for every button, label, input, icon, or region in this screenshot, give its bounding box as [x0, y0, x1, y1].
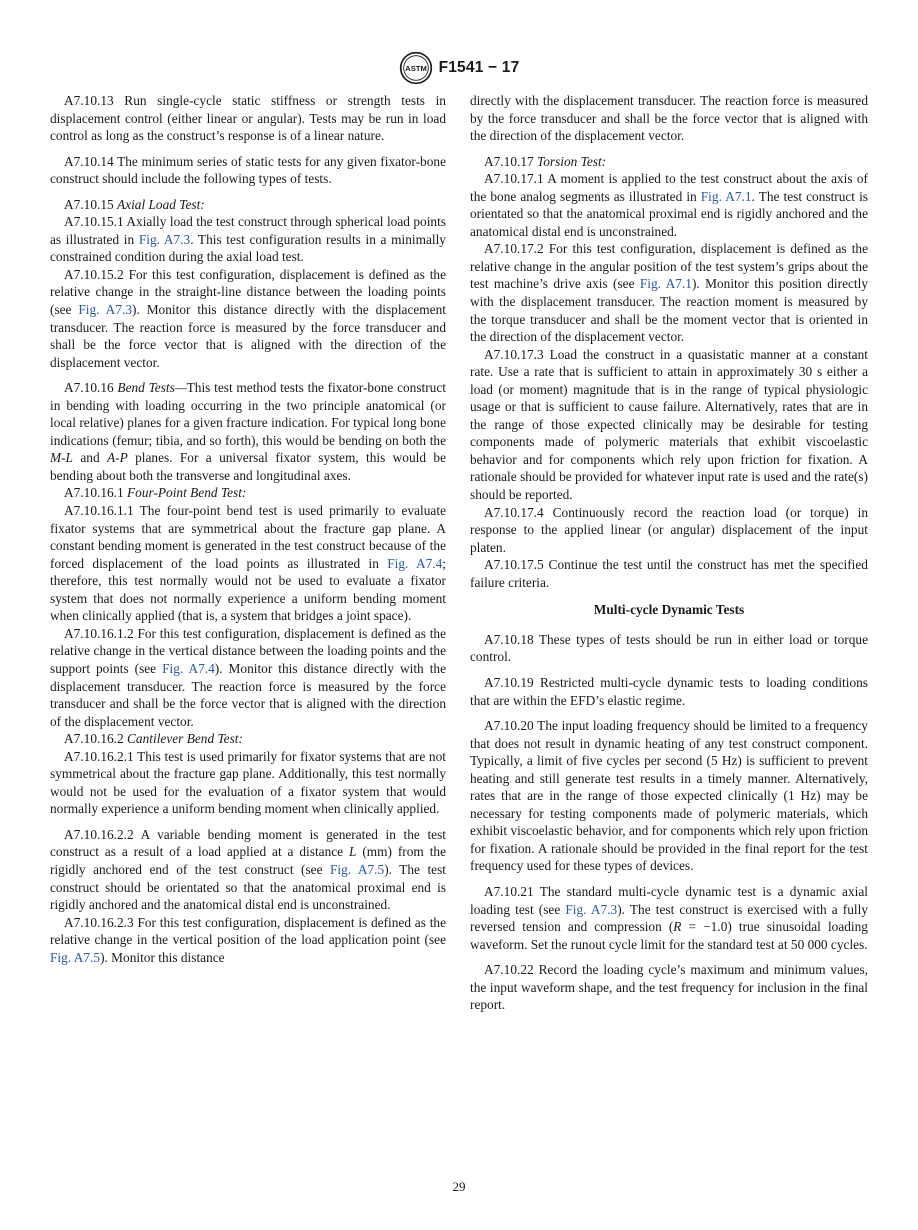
paragraph: A7.10.16.1.1 The four-point bend test is used primarily to evaluate fixator systems that are symmetrical about the fracture gap plane. A constant bending moment is generated in the test construct because of the forced displacement of the load points as illustrated in Fig. A7.4; therefore, this test normally would not be used to evaluate a fixator system that does not normally experience a uniform bending moment when clinically applied (that is, a system that bridges a joint space). [50, 503, 446, 624]
figure-link[interactable]: Fig. A7.5 [329, 861, 385, 877]
logo-text: ASTM [404, 63, 427, 73]
left-column [50, 92, 446, 966]
paragraph: A7.10.17.1 A moment is applied to the test construct about the axis of the bone analog segments as illustrated in Fig. A7.1. The test construct is orientated so that the anatomical proximal end is rigidly anchored and the anatomical distal end is unconstrained. [470, 171, 868, 239]
figure-link[interactable]: Fig. A7.1 [639, 276, 692, 292]
paragraph: A7.10.15.2 For this test configuration, displacement is defined as the relative change in the straight-line distance between the loading points (see Fig. A7.3). Monitor this distance directly with the displacement transducer. The reaction force is measured by the force transducer and shall be the force vector that is aligned with the direction of the displacement vector. [50, 266, 446, 370]
standard-designation: F1541 − 17 [438, 59, 520, 76]
section-title: Multi-cycle Dynamic Tests [593, 602, 745, 618]
astm-logo-icon [399, 51, 433, 85]
figure-link[interactable]: Fig. A7.3 [565, 901, 618, 917]
paragraph: A7.10.16.2.2 A variable bending moment is generated in the test construct as a result of a load applied at a distance L (mm) from the rigidly anchored end of the test construct (see Fig. A7.5). The test construct should be orientated so that the anatomical proximal end is rigidly anchored and the anatomical distal end is unconstrained. [50, 826, 446, 913]
section-heading: A7.10.17 Torsion Test: [484, 153, 607, 169]
page-header [0, 50, 918, 86]
paragraph: A7.10.14 The minimum series of static tests for any given fixator-bone construct should include the following types of tests. [50, 153, 446, 187]
section-heading: A7.10.16.2 Cantilever Bend Test: [64, 731, 243, 747]
paragraph: A7.10.16.2.1 This test is used primarily for fixator systems that are not symmetrical about the fracture gap plane. Additionally, this test normally would not be used for the evaluation of a fixator system that would normally experience a uniform bending moment when clinically applied. [50, 748, 446, 817]
figure-link[interactable]: Fig. A7.4 [387, 555, 443, 571]
paragraph: A7.10.16.2.3 For this test configuration, displacement is defined as the relative change in the vertical position of the load application point (see Fig. A7.5). Monitor this distance [50, 914, 446, 965]
section-heading: A7.10.15 Axial Load Test: [64, 196, 205, 212]
paragraph: A7.10.15.1 Axially load the test construct through spherical load points as illustrated in Fig. A7.3. This test configuration results in a minimally constrained condition during the axial load test. [50, 214, 446, 265]
right-column [470, 92, 868, 1022]
figure-link[interactable]: Fig. A7.4 [162, 660, 215, 676]
figure-link[interactable]: Fig. A7.3 [78, 302, 133, 318]
paragraph: A7.10.17.3 Load the construct in a quasistatic manner at a constant rate. Use a rate that is sufficient to attain in approximately 30 s either a load (or moment) magnitude that is in the range of typical physiologic usage or that is sufficient to cause failure. Alternatively, rates that are in the range of those expected clinically may be desirable for testing components made of polymeric materials that exhibit viscoelastic behavior and for components which rely upon friction for fixation. A rationale should be provided for whatever input rate is used and the rate(s) should be reported. [470, 346, 868, 503]
paragraph: A7.10.17.5 Continue the test until the construct has met the specified failure criteria. [470, 557, 868, 590]
paragraph: A7.10.13 Run single-cycle static stiffness or strength tests in displacement control (either linear or angular). Tests may be run in load control as long as the construct’s response is of a linear nature. [50, 93, 446, 144]
figure-link[interactable]: Fig. A7.1 [700, 188, 752, 204]
page-number: 29 [452, 1179, 466, 1194]
paragraph: A7.10.19 Restricted multi-cycle dynamic tests to loading conditions that are within the EFD’s elastic regime. [470, 674, 868, 708]
paragraph: A7.10.18 These types of tests should be run in either load or torque control. [470, 631, 868, 665]
paragraph: A7.10.17.4 Continuously record the reaction load (or torque) in response to the applied linear (or angular) displacement of the input platen. [470, 504, 868, 555]
paragraph: A7.10.16.1.2 For this test configuration, displacement is defined as the relative change in the vertical distance between the loading points and the support points (see Fig. A7.4). Monitor this distance directly with the displacement transducer. The reaction force is measured by the force transducer and shall be the force vector that is aligned with the direction of the displacement vector. [50, 625, 446, 729]
paragraph: A7.10.21 The standard multi-cycle dynamic test is a dynamic axial loading test (see Fig. A7.3). The test construct is exercised with a fully reversed tension and compression (R = −1.0) true sinusoidal loading waveform. Set the runout cycle limit for the standard test at 50 000 cycles. [470, 883, 869, 952]
paragraph-continued: directly with the displacement transducer. The reaction force is measured by the force transducer and shall be the force vector that is aligned with the direction of the displacement vector. [470, 93, 868, 144]
section-heading: A7.10.16.1 Four-Point Bend Test: [64, 485, 247, 501]
paragraph: A7.10.20 The input loading frequency should be limited to a frequency that does not result in dynamic heating of any test construct component. Typically, a limit of five cycles per second (5 Hz) is sufficient to prevent heating and still generate test results in a timely manner. Alternatively, rates that are in the range of those expected clinically (1 Hz) may be necessary for testing components made of polymeric materials, which exhibit viscoelastic behavior, and for components which rely upon friction for fixation. A rationale should be provided in the final report for the test frequency used for these types of devices. [470, 718, 868, 874]
figure-link[interactable]: Fig. A7.5 [50, 949, 101, 965]
figure-link[interactable]: Fig. A7.3 [138, 231, 191, 247]
paragraph: A7.10.17.2 For this test configuration, displacement is defined as the relative change in the angular position of the test system’s grips about the test machine’s drive axis (see Fig. A7.1). Monitor this position directly with the displacement transducer. The reaction moment is measured by the torque transducer and shall be the moment vector that is oriented in the direction of the displacement vector. [470, 241, 869, 345]
paragraph: A7.10.16 Bend Tests—This test method tests the fixator-bone construct in bending with loading occurring in the two principle anatomical (or local relative) planes for a given fracture indication. For typical long bone indications (femur; tibia, and so forth), this would be bending on both the M-L and A-P planes. For a universal fixator system, this would be bending about both the transverse and longitudinal axes. [50, 380, 446, 483]
paragraph: A7.10.22 Record the loading cycle’s maximum and minimum values, the input waveform shape, and the test frequency for inclusion in the final report. [470, 962, 868, 1013]
